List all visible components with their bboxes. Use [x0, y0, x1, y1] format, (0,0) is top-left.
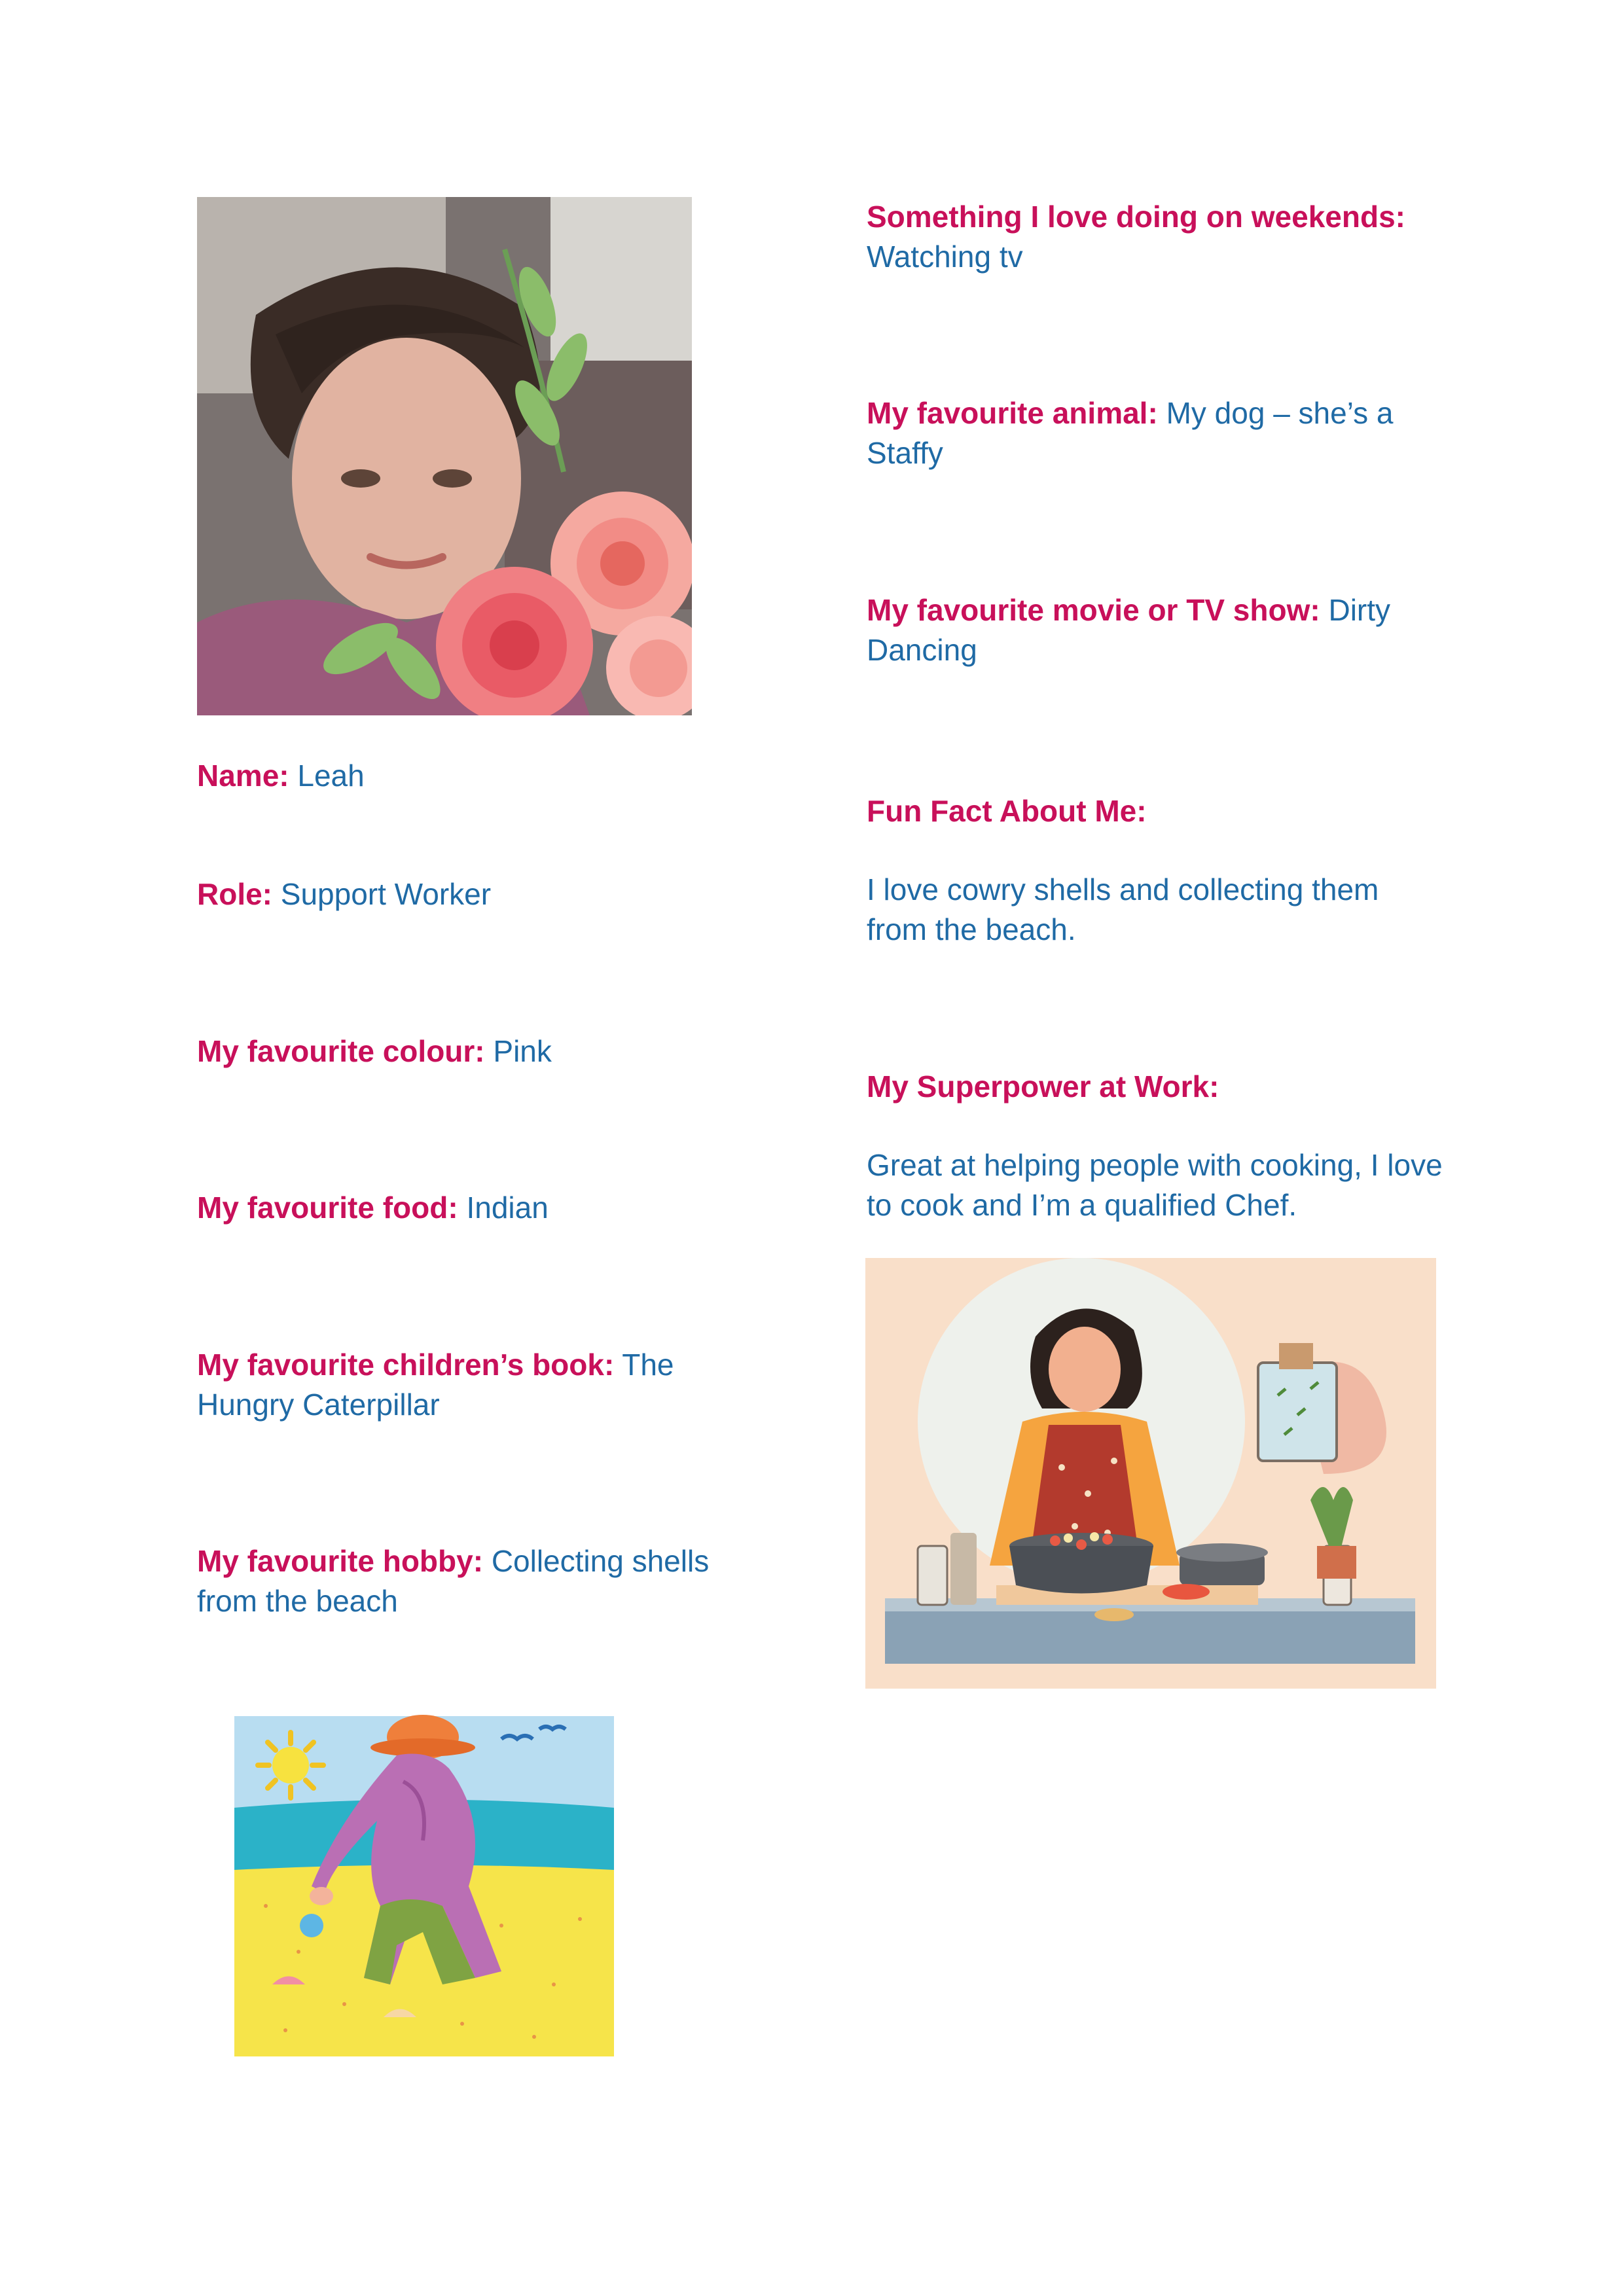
favourite-food-value: Indian: [466, 1191, 549, 1225]
favourite-hobby-value: Collecting shells from the beach: [197, 1544, 710, 1618]
favourite-movie-value: Dirty Dancing: [867, 593, 1391, 667]
favourite-colour-value: Pink: [493, 1034, 552, 1068]
weekends-label: Something I love doing on weekends:: [867, 200, 1405, 234]
cooking-illustration: [865, 1258, 1436, 1689]
sun-icon: [258, 1732, 323, 1798]
favourite-food-label: My favourite food:: [197, 1191, 458, 1225]
favourite-book-field: [197, 1345, 773, 1425]
favourite-book-value: The Hungry Caterpillar: [197, 1348, 674, 1422]
fun-fact-heading: Fun Fact About Me:: [867, 794, 1147, 828]
favourite-movie-label: My favourite movie or TV show:: [867, 593, 1320, 627]
fun-fact-text: I love cowry shells and collecting them from the beach.: [867, 872, 1379, 946]
favourite-animal-label: My favourite animal:: [867, 396, 1158, 430]
portrait-image: [197, 197, 692, 715]
name-value: Leah: [297, 759, 365, 793]
favourite-food-field: [197, 1188, 773, 1228]
cooking-image: [865, 1258, 1436, 1689]
favourite-animal-value: My dog – she’s a Staffy: [867, 396, 1394, 470]
weekends-value: Watching tv: [867, 240, 1023, 274]
name-label: Name:: [197, 759, 289, 793]
role-value: Support Worker: [280, 877, 492, 911]
superpower-text: Great at helping people with cooking, I love to cook and I’m a qualified Chef.: [867, 1148, 1443, 1222]
favourite-animal-field: [867, 393, 1443, 473]
beach-image: [226, 1710, 623, 2063]
favourite-colour-field: [197, 1031, 773, 1071]
portrait-photo: [197, 197, 692, 715]
favourite-movie-field: [867, 590, 1443, 670]
favourite-colour-label: My favourite colour:: [197, 1034, 485, 1068]
favourite-hobby-label: My favourite hobby:: [197, 1544, 484, 1578]
name-field: [197, 756, 773, 796]
superpower-heading: My Superpower at Work:: [867, 1069, 1219, 1103]
weekends-field: [867, 197, 1443, 277]
role-label: Role:: [197, 877, 272, 911]
shell-collecting-illustration: [226, 1710, 623, 2063]
favourite-hobby-field: [197, 1541, 760, 1621]
role-field: [197, 874, 773, 914]
favourite-book-label: My favourite children’s book:: [197, 1348, 615, 1382]
